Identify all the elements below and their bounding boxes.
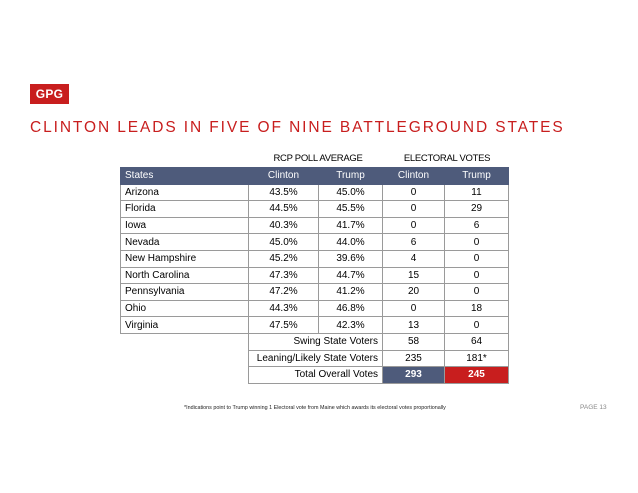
col-header-rcp-trump: Trump (319, 168, 383, 185)
page-title: CLINTON LEADS IN FIVE OF NINE BATTLEGROUND STATES (30, 119, 565, 136)
rcp-trump-cell: 42.3% (319, 317, 383, 334)
rcp-trump-cell: 45.5% (319, 201, 383, 218)
table-body (121, 184, 509, 383)
ev-clinton-cell: 4 (383, 250, 445, 267)
rcp-clinton-cell: 44.5% (249, 201, 319, 218)
ev-trump-cell: 18 (445, 300, 509, 317)
ev-trump-cell: 11 (445, 184, 509, 201)
state-cell: Pennsylvania (121, 284, 249, 301)
col-header-states: States (121, 168, 249, 185)
state-cell: Florida (121, 201, 249, 218)
battleground-table (120, 167, 509, 384)
totals-trump-cell: 181* (445, 350, 509, 367)
rcp-trump-cell: 44.0% (319, 234, 383, 251)
rcp-clinton-cell: 47.3% (249, 267, 319, 284)
rcp-clinton-cell: 45.2% (249, 250, 319, 267)
rcp-clinton-cell: 40.3% (249, 217, 319, 234)
table-row (121, 250, 509, 267)
totals-label: Total Overall Votes (249, 367, 383, 384)
col-header-ev-trump: Trump (445, 168, 509, 185)
table-row (121, 300, 509, 317)
totals-trump-cell: 245 (445, 367, 509, 384)
totals-clinton-cell: 235 (383, 350, 445, 367)
gpg-logo: GPG (30, 84, 69, 104)
ev-trump-cell: 0 (445, 250, 509, 267)
totals-row (121, 367, 509, 384)
electoral-votes-header: ELECTORAL VOTES (403, 153, 491, 164)
ev-trump-cell: 0 (445, 234, 509, 251)
rcp-clinton-cell: 47.2% (249, 284, 319, 301)
totals-row (121, 333, 509, 350)
table-row (121, 284, 509, 301)
table-row (121, 267, 509, 284)
table-row (121, 201, 509, 218)
state-cell: New Hampshire (121, 250, 249, 267)
rcp-clinton-cell: 47.5% (249, 317, 319, 334)
table-row (121, 217, 509, 234)
blank-cell (121, 350, 249, 367)
totals-clinton-cell: 58 (383, 333, 445, 350)
state-cell: Arizona (121, 184, 249, 201)
footnote: *Indications point to Trump winning 1 Electoral vote from Maine which awards its electoral votes proportionally (184, 405, 446, 411)
blank-cell (121, 333, 249, 350)
ev-clinton-cell: 6 (383, 234, 445, 251)
ev-trump-cell: 29 (445, 201, 509, 218)
ev-clinton-cell: 0 (383, 217, 445, 234)
ev-trump-cell: 0 (445, 267, 509, 284)
col-header-rcp-clinton: Clinton (249, 168, 319, 185)
table-header-row (121, 168, 509, 185)
totals-trump-cell: 64 (445, 333, 509, 350)
ev-clinton-cell: 0 (383, 300, 445, 317)
totals-clinton-cell: 293 (383, 367, 445, 384)
state-cell: Nevada (121, 234, 249, 251)
state-cell: North Carolina (121, 267, 249, 284)
blank-cell (121, 367, 249, 384)
ev-trump-cell: 6 (445, 217, 509, 234)
table-row (121, 317, 509, 334)
state-cell: Ohio (121, 300, 249, 317)
totals-label: Leaning/Likely State Voters (249, 350, 383, 367)
rcp-trump-cell: 41.7% (319, 217, 383, 234)
page-number: PAGE 13 (580, 404, 607, 411)
ev-clinton-cell: 0 (383, 184, 445, 201)
state-cell: Virginia (121, 317, 249, 334)
rcp-clinton-cell: 44.3% (249, 300, 319, 317)
rcp-trump-cell: 39.6% (319, 250, 383, 267)
table-row (121, 234, 509, 251)
ev-trump-cell: 0 (445, 284, 509, 301)
totals-row (121, 350, 509, 367)
rcp-trump-cell: 41.2% (319, 284, 383, 301)
rcp-clinton-cell: 43.5% (249, 184, 319, 201)
ev-clinton-cell: 15 (383, 267, 445, 284)
rcp-clinton-cell: 45.0% (249, 234, 319, 251)
totals-label: Swing State Voters (249, 333, 383, 350)
rcp-poll-average-header: RCP POLL AVERAGE (273, 153, 363, 164)
rcp-trump-cell: 44.7% (319, 267, 383, 284)
ev-clinton-cell: 13 (383, 317, 445, 334)
ev-trump-cell: 0 (445, 317, 509, 334)
state-cell: Iowa (121, 217, 249, 234)
rcp-trump-cell: 46.8% (319, 300, 383, 317)
col-header-ev-clinton: Clinton (383, 168, 445, 185)
rcp-trump-cell: 45.0% (319, 184, 383, 201)
ev-clinton-cell: 20 (383, 284, 445, 301)
table-row (121, 184, 509, 201)
ev-clinton-cell: 0 (383, 201, 445, 218)
